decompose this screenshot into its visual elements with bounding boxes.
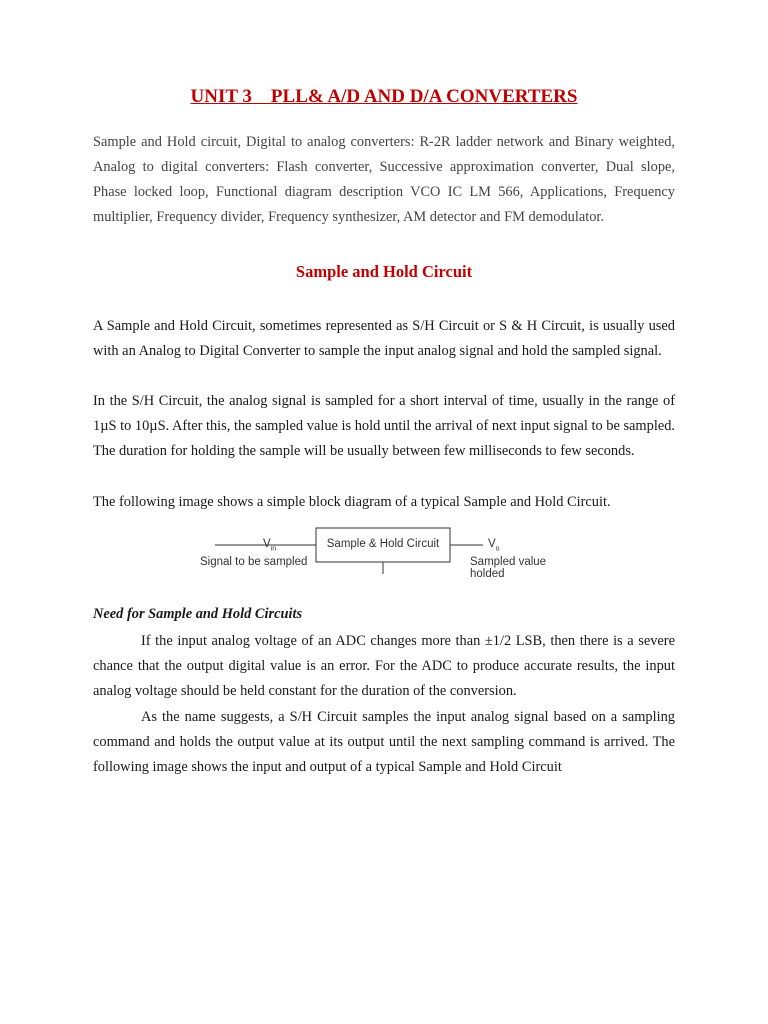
paragraph-diagram-intro: The following image shows a simple block diagram of a typical Sample and Hold Circuit. <box>93 494 611 510</box>
paragraph-io: As the name suggests, a S/H Circuit samples the input analog signal based on a sampling command and holds the output value at its output until the next sampling command is arrived. The following image shows the input and output of a typical Sample and Hold Circuit <box>93 709 675 775</box>
block-label: Sample & Hold Circuit <box>326 538 440 550</box>
input-caption: Signal to be sampled <box>200 556 308 568</box>
paragraph-need: If the input analog voltage of an ADC changes more than ±1/2 LSB, then there is a severe chance that the output digital value is an error. For the ADC to produce accurate results, the input analog voltage should be held constant for the duration of the conversion. <box>93 633 675 699</box>
page-title: UNIT 3 PLL& A/D AND D/A CONVERTERS <box>190 86 578 107</box>
block-diagram <box>190 522 580 582</box>
vin-label: $V_{in}$ <box>263 538 277 553</box>
vo-label: $V_o$ <box>488 538 500 553</box>
section-heading: Sample and Hold Circuit <box>295 262 473 281</box>
paragraph-sampling-interval: In the S/H Circuit, the analog signal is sampled for a short interval of time, usually in the range of 1µS to 10µS. After this, the sampled value is hold until the arrival of next input signal to be sampled. The duration for holding the sample will be usually between few milliseconds to few seconds. <box>93 393 675 459</box>
paragraph-definition: A Sample and Hold Circuit, sometimes represented as S/H Circuit or S & H Circuit, is usually used with an Analog to Digital Converter to sample the input analog signal and hold the sampled signal. <box>93 318 675 359</box>
subheading-need: Need for Sample and Hold Circuits <box>93 606 303 622</box>
intro-paragraph: Sample and Hold circuit, Digital to analog converters: R-2R ladder network and Binary weighted, Analog to digital converters: Flash converter, Successive approximation converter, Dual slope, Phase locked loop, Functional diagram description VCO IC LM 566, Applications, Frequency multiplier, Frequency divider, Frequency synthesizer, AM detector and FM demodulator. <box>93 134 675 225</box>
output-caption: Sampled value holded <box>470 556 547 580</box>
